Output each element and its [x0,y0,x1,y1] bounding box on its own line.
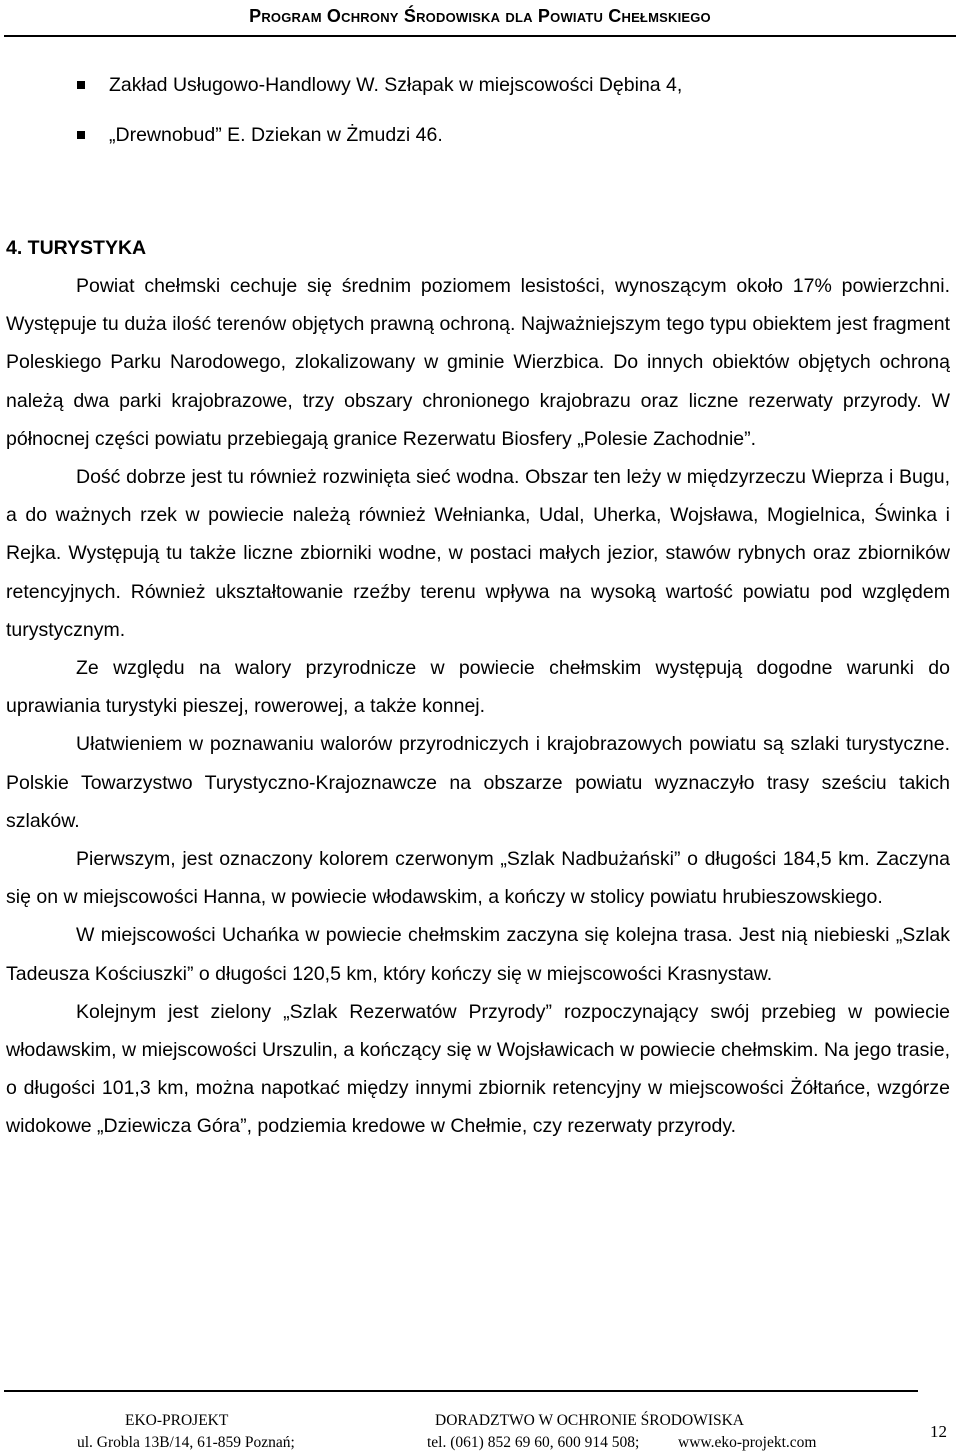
paragraph: Pierwszym, jest oznaczony kolorem czerwonym „Szlak Nadbużański” o długości 184,5 km. Zaczyna się on w miejscowości Hanna, w powiecie włodawskim, a kończy w stolicy powiatu hrubieszowskiego. [6,848,950,909]
paragraph: Ze względu na walory przyrodnicze w powiecie chełmskim występują dogodne warunki do uprawiania turystyki pieszej, rowerowej, a także konnej. [6,657,950,718]
footer-website: www.eko-projekt.com [678,1434,817,1451]
footer-phone: tel. (061) 852 69 60, 600 914 508; [427,1434,640,1451]
footer-address: ul. Grobla 13B/14, 61-859 Poznań; [77,1434,295,1451]
paragraph: Powiat chełmski cechuje się średnim poziomem lesistości, wynoszącym około 17% powierzchni. Występuje tu duża ilość terenów objętych prawną ochroną. Najważniejszym tego typu obiektem jest fragment Poleskiego Parku Narodowego, zlokalizowany w gminie Wierzbica. Do innych obiektów objętych ochroną należą dwa parki krajobrazowe, trzy obszary chronionego krajobrazu oraz liczne rezerwaty przyrody. W północnej części powiatu przebiegają granice Rezerwatu Biosfery „Polesie Zachodnie”. [6,275,950,450]
list-item-text: Zakład Usługowo-Handlowy W. Szłapak w miejscowości Dębina 4, [109,74,683,96]
paragraph: Ułatwieniem w poznawaniu walorów przyrodniczych i krajobrazowych powiatu są szlaki turystyczne. Polskie Towarzystwo Turystyczno-Krajoznawcze na obszarze powiatu wyznaczyło trasy sześciu takich szlaków. [6,733,950,832]
footer-divider [4,1390,918,1392]
list-item-text: „Drewnobud” E. Dziekan w Żmudzi 46. [109,124,443,146]
footer-service: DORADZTWO W OCHRONIE ŚRODOWISKA [435,1412,744,1429]
paragraph: Dość dobrze jest tu również rozwinięta sieć wodna. Obszar ten leży w międzyrzeczu Wieprza i Bugu, a do ważnych rzek w powiecie należą również Wełnianka, Udal, Uherka, Wojsława, Mogielnica, Świnka i Rejka. Występują tu także liczne zbiorniki wodne, w postaci małych jezior, stawów rybnych oraz zbiorników retencyjnych. Również ukształtowanie rzeźby terenu wpływa na wysoką wartość powiatu pod względem turystycznym. [6,466,950,641]
paragraph: W miejscowości Uchańka w powiecie chełmskim zaczyna się kolejna trasa. Jest nią niebieski „Szlak Tadeusza Kościuszki” o długości 120,5 km, który kończy się w miejscowości Krasnystaw. [6,924,950,985]
header-title: Program Ochrony Środowiska dla Powiatu Chełmskiego [249,6,711,26]
body-text [6,267,950,1146]
list-item [0,116,960,166]
header-divider [4,35,956,37]
bullet-list [0,66,960,166]
square-bullet-icon [77,131,85,139]
square-bullet-icon [77,81,85,89]
paragraph: Kolejnym jest zielony „Szlak Rezerwatów Przyrody” rozpoczynający swój przebieg w powiecie włodawskim, w miejscowości Urszulin, a kończący się w Wojsławicach w powiecie chełmskim. Na jego trasie, o długości 101,3 km, można napotkać między innymi zbiornik retencyjny w miejscowości Żółtańce, wzgórze widokowe „Dziewicza Góra”, podziemia kredowe w Chełmie, czy rezerwaty przyrody. [6,1000,950,1138]
footer-company: EKO-PROJEKT [125,1412,229,1429]
page-header [0,0,960,36]
page-number: 12 [930,1422,947,1441]
list-item [0,66,960,116]
section-heading: 4. TURYSTYKA [6,237,147,259]
page-footer [0,1410,960,1452]
